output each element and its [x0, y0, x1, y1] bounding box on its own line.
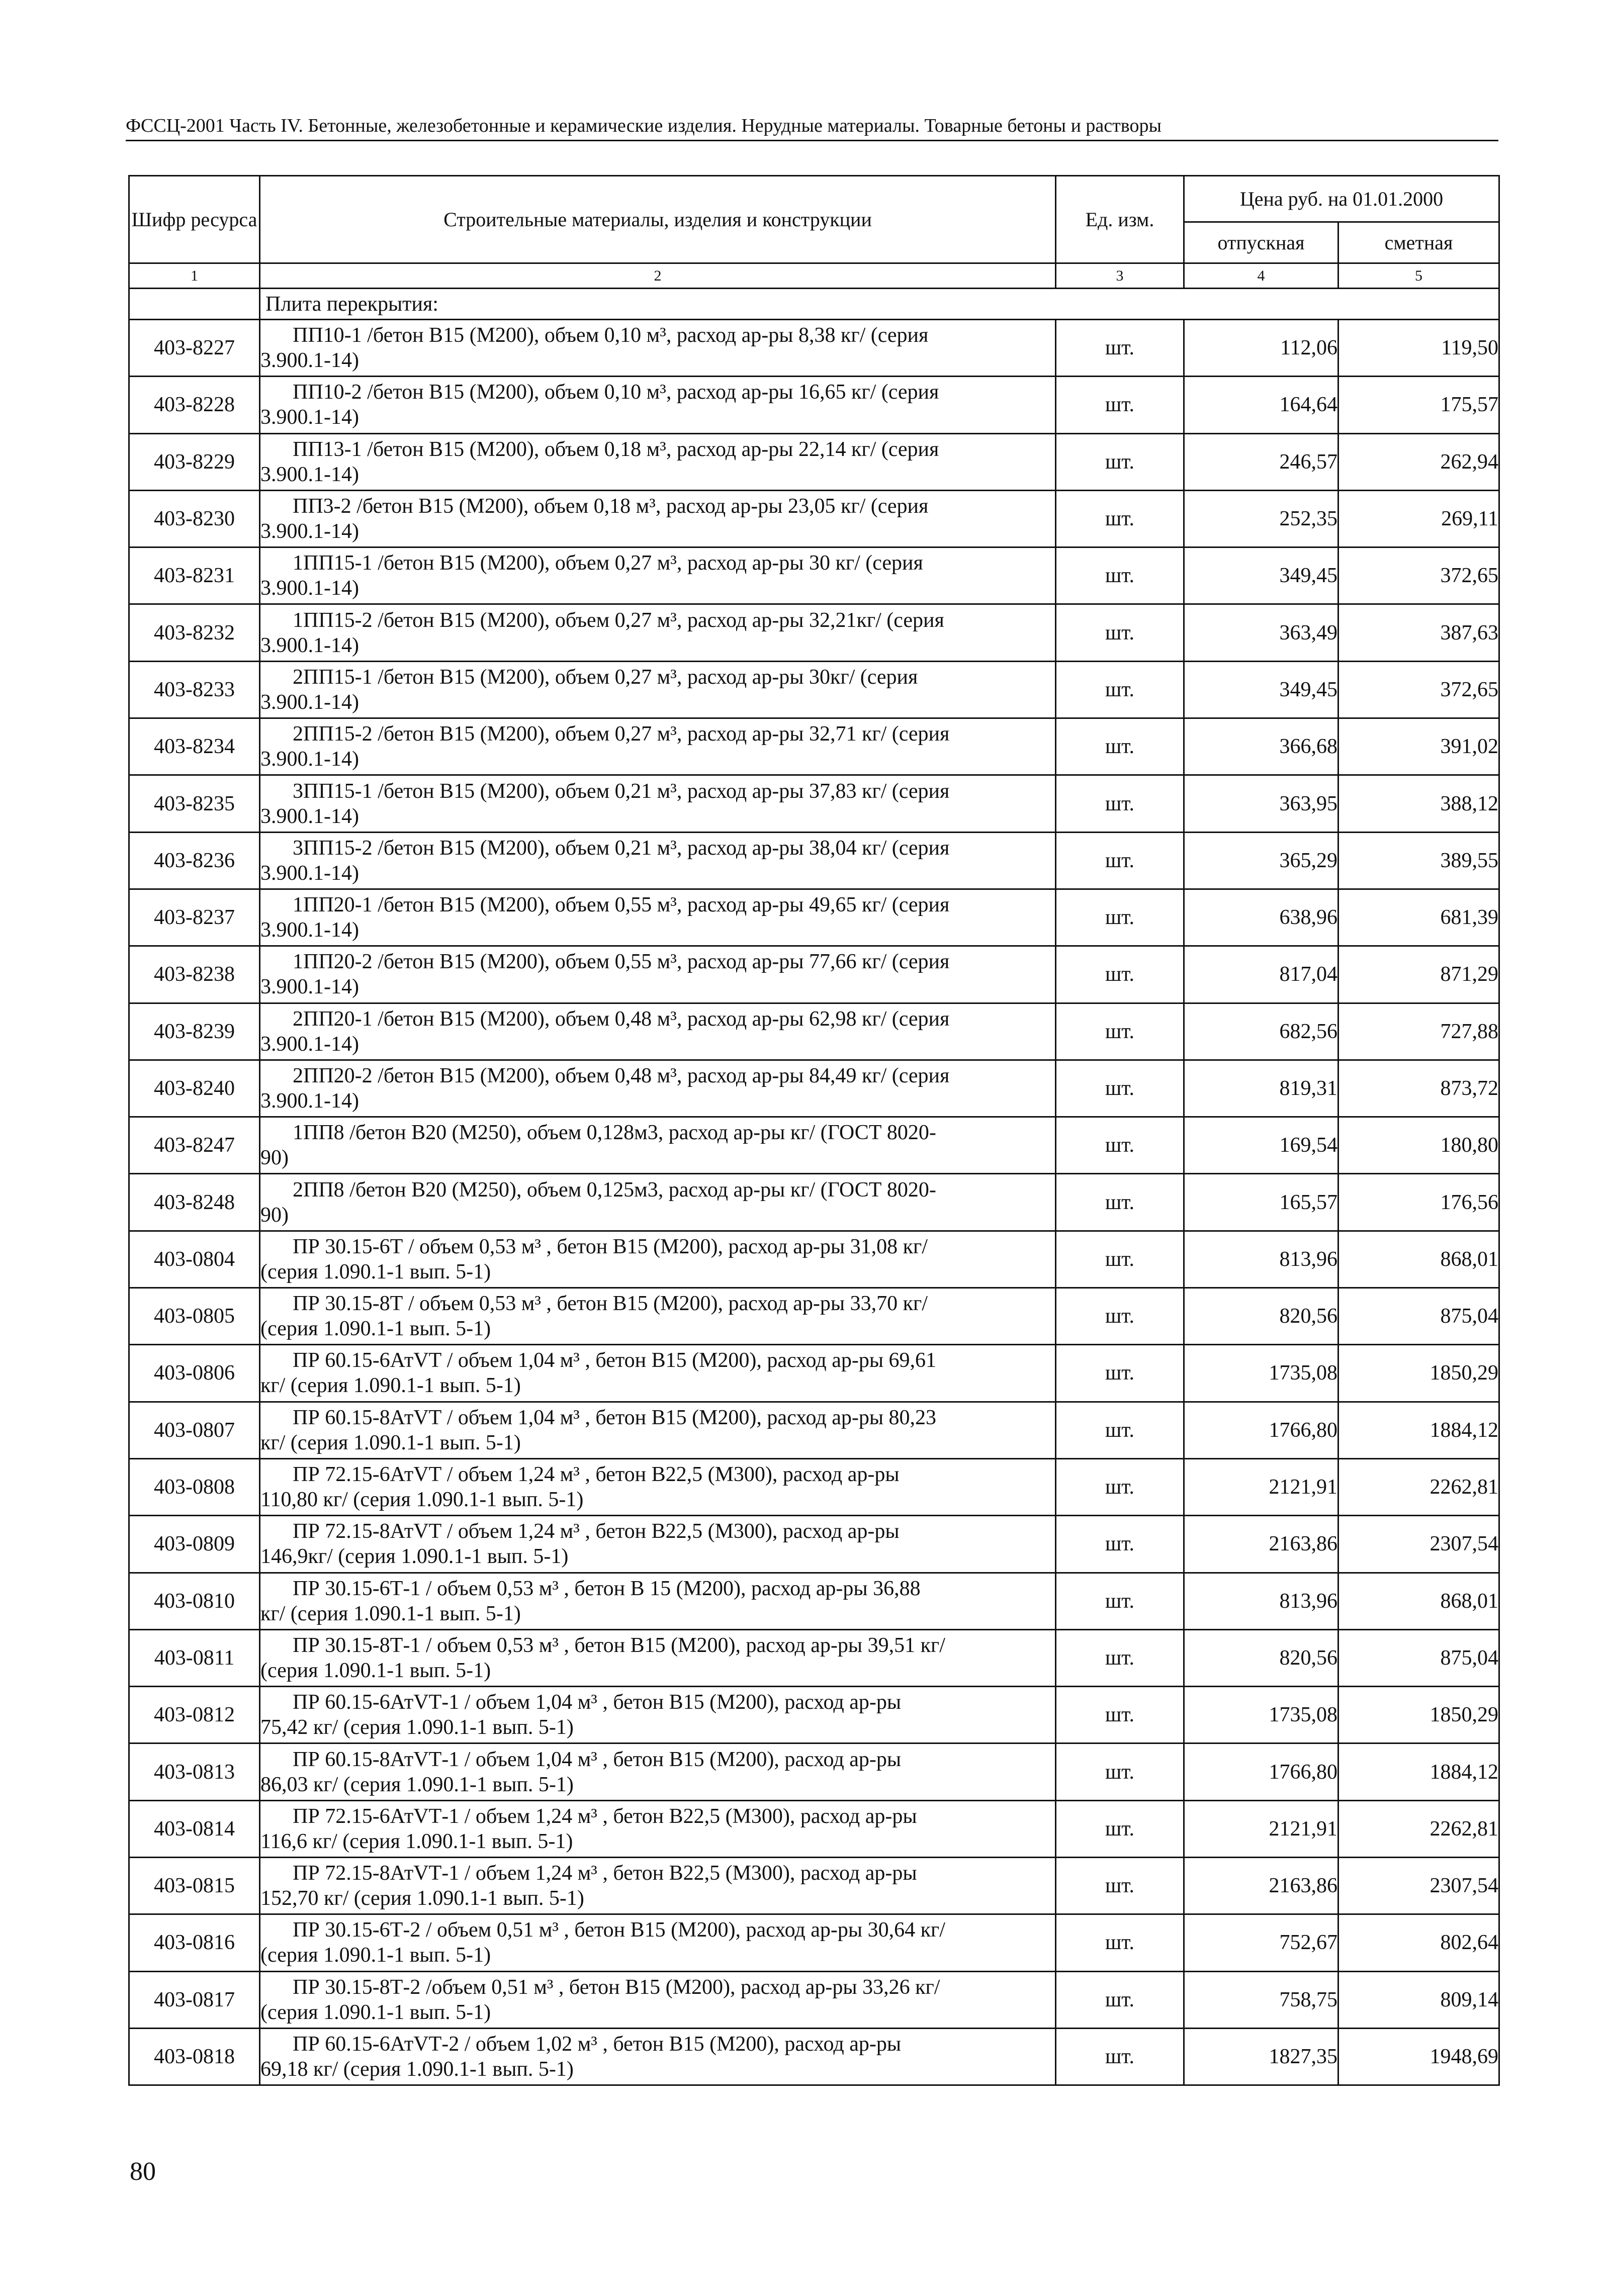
unit: шт.	[1056, 1858, 1184, 1914]
material-description	[260, 1231, 1056, 1288]
description-line-2: 3.900.1-14)	[260, 804, 359, 828]
material-description	[260, 547, 1056, 604]
material-description	[260, 1629, 1056, 1686]
description-line-2: 3.900.1-14)	[260, 1032, 359, 1056]
price-release: 2163,86	[1184, 1516, 1338, 1573]
resource-code: 403-0816	[129, 1914, 260, 1971]
unit: шт.	[1056, 1174, 1184, 1231]
table-row	[129, 433, 1499, 490]
price-estimate: 387,63	[1338, 604, 1499, 661]
description-line-2: 90)	[260, 1203, 289, 1227]
description-line-1: 1ПП15-1 /бетон В15 (М200), объем 0,27 м³, расход ар-ры 30 кг/ (серия	[293, 552, 923, 575]
material-description	[260, 1516, 1056, 1573]
column-number: 2	[260, 263, 1056, 289]
price-estimate: 262,94	[1338, 433, 1499, 490]
description-line-1: ПП10-1 /бетон В15 (М200), объем 0,10 м³, расход ар-ры 8,38 кг/ (серия	[293, 324, 929, 347]
description-line-2: 69,18 кг/ (серия 1.090.1-1 вып. 5-1)	[260, 2058, 574, 2081]
table-row	[129, 1345, 1499, 1402]
resource-code: 403-8231	[129, 547, 260, 604]
price-estimate: 871,29	[1338, 946, 1499, 1003]
description-line-1: ПР 60.15-6АтVТ-1 / объем 1,04 м³ , бетон В15 (М200), расход ар-ры	[293, 1691, 902, 1714]
unit: шт.	[1056, 1971, 1184, 2028]
material-description	[260, 1060, 1056, 1117]
resource-code: 403-0806	[129, 1345, 260, 1402]
description-line-2: кг/ (серия 1.090.1-1 вып. 5-1)	[260, 1602, 521, 1625]
description-line-2: 3.900.1-14)	[260, 349, 359, 373]
price-estimate: 1884,12	[1338, 1402, 1499, 1458]
price-estimate: 388,12	[1338, 775, 1499, 832]
group-spacer	[129, 289, 260, 320]
unit: шт.	[1056, 547, 1184, 604]
table-row	[129, 1174, 1499, 1231]
resource-code: 403-0813	[129, 1743, 260, 1800]
description-line-2: кг/ (серия 1.090.1-1 вып. 5-1)	[260, 1374, 521, 1398]
unit: шт.	[1056, 889, 1184, 946]
table-row	[129, 604, 1499, 661]
price-estimate: 868,01	[1338, 1573, 1499, 1629]
resource-code: 403-8232	[129, 604, 260, 661]
resource-code: 403-8230	[129, 490, 260, 547]
table-row	[129, 1117, 1499, 1174]
group-row	[129, 289, 1499, 320]
resource-code: 403-0804	[129, 1231, 260, 1288]
price-estimate: 2262,81	[1338, 1458, 1499, 1515]
description-line-1: 2ПП8 /бетон В20 (М250), объем 0,125м3, расход ар-ры кг/ (ГОСТ 8020-	[293, 1178, 936, 1202]
material-description	[260, 604, 1056, 661]
description-line-2: 3.900.1-14)	[260, 463, 359, 486]
description-line-1: ПР 60.15-8АтVТ-1 / объем 1,04 м³ , бетон В15 (М200), расход ар-ры	[293, 1748, 902, 1771]
price-estimate: 2307,54	[1338, 1516, 1499, 1573]
table-row	[129, 1003, 1499, 1060]
description-line-2: 152,70 кг/ (серия 1.090.1-1 вып. 5-1)	[260, 1887, 584, 1910]
description-line-1: ПР 60.15-6АтVТ-2 / объем 1,02 м³ , бетон В15 (М200), расход ар-ры	[293, 2033, 902, 2056]
table-row	[129, 490, 1499, 547]
description-line-1: 1ПП8 /бетон В20 (М250), объем 0,128м3, расход ар-ры кг/ (ГОСТ 8020-	[293, 1121, 936, 1145]
price-release: 365,29	[1184, 832, 1338, 889]
price-release: 752,67	[1184, 1914, 1338, 1971]
table-row	[129, 661, 1499, 718]
price-release: 758,75	[1184, 1971, 1338, 2028]
unit: шт.	[1056, 832, 1184, 889]
price-release: 638,96	[1184, 889, 1338, 946]
price-estimate: 391,02	[1338, 718, 1499, 775]
price-estimate: 372,65	[1338, 547, 1499, 604]
resource-code: 403-8238	[129, 946, 260, 1003]
price-release: 366,68	[1184, 718, 1338, 775]
price-release: 2163,86	[1184, 1858, 1338, 1914]
material-description	[260, 1117, 1056, 1174]
unit: шт.	[1056, 718, 1184, 775]
description-line-2: 3.900.1-14)	[260, 1089, 359, 1113]
price-release: 817,04	[1184, 946, 1338, 1003]
resource-code: 403-8229	[129, 433, 260, 490]
price-estimate: 727,88	[1338, 1003, 1499, 1060]
resource-code: 403-0807	[129, 1402, 260, 1458]
table-row	[129, 1458, 1499, 1515]
price-estimate: 389,55	[1338, 832, 1499, 889]
description-line-2: 116,6 кг/ (серия 1.090.1-1 вып. 5-1)	[260, 1829, 573, 1853]
header-price-group: Цена руб. на 01.01.2000	[1184, 176, 1499, 222]
table-row	[129, 775, 1499, 832]
resource-code: 403-8236	[129, 832, 260, 889]
price-release: 1827,35	[1184, 2028, 1338, 2085]
material-description	[260, 1573, 1056, 1629]
price-estimate: 875,04	[1338, 1288, 1499, 1345]
price-table	[128, 175, 1500, 2086]
price-release: 164,64	[1184, 377, 1338, 433]
price-release: 819,31	[1184, 1060, 1338, 1117]
unit: шт.	[1056, 1060, 1184, 1117]
resource-code: 403-8233	[129, 661, 260, 718]
description-line-1: ПР 72.15-6АтVТ / объем 1,24 м³ , бетон В22,5 (М300), расход ар-ры	[293, 1463, 900, 1487]
price-estimate: 1850,29	[1338, 1345, 1499, 1402]
header-unit: Ед. изм.	[1056, 176, 1184, 263]
price-release: 820,56	[1184, 1288, 1338, 1345]
unit: шт.	[1056, 377, 1184, 433]
resource-code: 403-8237	[129, 889, 260, 946]
description-line-1: ПР 30.15-6Т-1 / объем 0,53 м³ , бетон В 15 (М200), расход ар-ры 36,88	[293, 1577, 921, 1600]
description-line-2: 110,80 кг/ (серия 1.090.1-1 вып. 5-1)	[260, 1488, 584, 1512]
price-estimate: 1884,12	[1338, 1743, 1499, 1800]
description-line-1: ПП13-1 /бетон В15 (М200), объем 0,18 м³, расход ар-ры 22,14 кг/ (серия	[293, 437, 939, 461]
price-estimate: 868,01	[1338, 1231, 1499, 1288]
price-estimate: 372,65	[1338, 661, 1499, 718]
price-release: 169,54	[1184, 1117, 1338, 1174]
description-line-2: 90)	[260, 1146, 289, 1170]
price-release: 252,35	[1184, 490, 1338, 547]
table-row	[129, 1060, 1499, 1117]
header-price-estimate: сметная	[1338, 222, 1499, 263]
description-line-2: (серия 1.090.1-1 вып. 5-1)	[260, 1659, 491, 1682]
material-description	[260, 889, 1056, 946]
column-number: 1	[129, 263, 260, 289]
material-description	[260, 1288, 1056, 1345]
material-description	[260, 1743, 1056, 1800]
unit: шт.	[1056, 604, 1184, 661]
table-row	[129, 1231, 1499, 1288]
description-line-2: 3.900.1-14)	[260, 520, 359, 543]
description-line-1: ПР 30.15-6Т-2 / объем 0,51 м³ , бетон В15 (М200), расход ар-ры 30,64 кг/	[293, 1918, 945, 1942]
resource-code: 403-0811	[129, 1629, 260, 1686]
description-line-1: 3ПП15-1 /бетон В15 (М200), объем 0,21 м³, расход ар-ры 37,83 кг/ (серия	[293, 779, 950, 803]
price-estimate: 2262,81	[1338, 1800, 1499, 1857]
table-row	[129, 1629, 1499, 1686]
resource-code: 403-8228	[129, 377, 260, 433]
description-line-2: 3.900.1-14)	[260, 406, 359, 429]
price-release: 2121,91	[1184, 1800, 1338, 1857]
header-code: Шифр ресурса	[129, 176, 260, 263]
price-estimate: 175,57	[1338, 377, 1499, 433]
unit: шт.	[1056, 1288, 1184, 1345]
description-line-2: (серия 1.090.1-1 вып. 5-1)	[260, 2000, 491, 2024]
unit: шт.	[1056, 1687, 1184, 1743]
material-description	[260, 1971, 1056, 2028]
resource-code: 403-8239	[129, 1003, 260, 1060]
unit: шт.	[1056, 433, 1184, 490]
unit: шт.	[1056, 1516, 1184, 1573]
unit: шт.	[1056, 1573, 1184, 1629]
resource-code: 403-0817	[129, 1971, 260, 2028]
unit: шт.	[1056, 1629, 1184, 1686]
column-number: 4	[1184, 263, 1338, 289]
page-number: 80	[130, 2157, 156, 2186]
resource-code: 403-8240	[129, 1060, 260, 1117]
material-description	[260, 1914, 1056, 1971]
resource-code: 403-8234	[129, 718, 260, 775]
price-release: 682,56	[1184, 1003, 1338, 1060]
table-row	[129, 1743, 1499, 1800]
description-line-1: ПР 60.15-8АтVТ / объем 1,04 м³ , бетон В15 (М200), расход ар-ры 80,23	[293, 1406, 937, 1429]
price-release: 349,45	[1184, 547, 1338, 604]
description-line-2: (серия 1.090.1-1 вып. 5-1)	[260, 1944, 491, 1967]
description-line-1: 2ПП15-2 /бетон В15 (М200), объем 0,27 м³, расход ар-ры 32,71 кг/ (серия	[293, 722, 950, 746]
material-description	[260, 1800, 1056, 1857]
description-line-1: ПП10-2 /бетон В15 (М200), объем 0,10 м³, расход ар-ры 16,65 кг/ (серия	[293, 381, 939, 404]
price-release: 813,96	[1184, 1573, 1338, 1629]
table-row	[129, 718, 1499, 775]
price-estimate: 875,04	[1338, 1629, 1499, 1686]
price-release: 363,49	[1184, 604, 1338, 661]
price-release: 165,57	[1184, 1174, 1338, 1231]
unit: шт.	[1056, 1003, 1184, 1060]
resource-code: 403-0812	[129, 1687, 260, 1743]
material-description	[260, 775, 1056, 832]
resource-code: 403-8235	[129, 775, 260, 832]
table-row	[129, 320, 1499, 377]
unit: шт.	[1056, 1743, 1184, 1800]
resource-code: 403-0815	[129, 1858, 260, 1914]
description-line-1: ПР 72.15-6АтVТ-1 / объем 1,24 м³ , бетон В22,5 (М300), расход ар-ры	[293, 1804, 917, 1828]
table-row	[129, 377, 1499, 433]
unit: шт.	[1056, 1345, 1184, 1402]
material-description	[260, 2028, 1056, 2085]
description-line-1: ПР 30.15-8Т / объем 0,53 м³ , бетон В15 (М200), расход ар-ры 33,70 кг/	[293, 1292, 928, 1316]
price-estimate: 2307,54	[1338, 1858, 1499, 1914]
table-row	[129, 1971, 1499, 2028]
price-estimate: 681,39	[1338, 889, 1499, 946]
header-material: Строительные материалы, изделия и конструкции	[260, 176, 1056, 263]
description-line-2: 3.900.1-14)	[260, 861, 359, 885]
price-release: 246,57	[1184, 433, 1338, 490]
column-number: 3	[1056, 263, 1184, 289]
material-description	[260, 718, 1056, 775]
material-description	[260, 377, 1056, 433]
header-price-release: отпускная	[1184, 222, 1338, 263]
price-release: 813,96	[1184, 1231, 1338, 1288]
resource-code: 403-0809	[129, 1516, 260, 1573]
price-release: 1766,80	[1184, 1743, 1338, 1800]
column-number: 5	[1338, 263, 1499, 289]
description-line-1: ПР 30.15-8Т-2 /объем 0,51 м³ , бетон В15 (М200), расход ар-ры 33,26 кг/	[293, 1975, 940, 1999]
table-row	[129, 1288, 1499, 1345]
unit: шт.	[1056, 2028, 1184, 2085]
price-estimate: 809,14	[1338, 1971, 1499, 2028]
material-description	[260, 1687, 1056, 1743]
unit: шт.	[1056, 946, 1184, 1003]
description-line-1: 2ПП20-2 /бетон В15 (М200), объем 0,48 м³, расход ар-ры 84,49 кг/ (серия	[293, 1064, 950, 1087]
price-release: 349,45	[1184, 661, 1338, 718]
table-row	[129, 547, 1499, 604]
resource-code: 403-8227	[129, 320, 260, 377]
group-title: Плита перекрытия:	[260, 289, 1499, 320]
column-number-row	[129, 263, 1499, 289]
price-estimate: 269,11	[1338, 490, 1499, 547]
resource-code: 403-0814	[129, 1800, 260, 1857]
price-release: 1735,08	[1184, 1345, 1338, 1402]
description-line-1: 1ПП15-2 /бетон В15 (М200), объем 0,27 м³, расход ар-ры 32,21кг/ (серия	[293, 608, 944, 632]
material-description	[260, 433, 1056, 490]
table-row	[129, 1402, 1499, 1458]
unit: шт.	[1056, 1914, 1184, 1971]
description-line-1: 2ПП15-1 /бетон В15 (М200), объем 0,27 м³, расход ар-ры 30кг/ (серия	[293, 665, 918, 689]
description-line-2: 3.900.1-14)	[260, 633, 359, 657]
resource-code: 403-0808	[129, 1458, 260, 1515]
material-description	[260, 1458, 1056, 1515]
description-line-1: ПР 72.15-8АтVТ-1 / объем 1,24 м³ , бетон В22,5 (М300), расход ар-ры	[293, 1862, 917, 1885]
unit: шт.	[1056, 775, 1184, 832]
price-release: 363,95	[1184, 775, 1338, 832]
material-description	[260, 1345, 1056, 1402]
table-row	[129, 1800, 1499, 1857]
price-release: 1766,80	[1184, 1402, 1338, 1458]
description-line-2: 3.900.1-14)	[260, 919, 359, 942]
unit: шт.	[1056, 1117, 1184, 1174]
table-row	[129, 1516, 1499, 1573]
description-line-2: 3.900.1-14)	[260, 975, 359, 999]
unit: шт.	[1056, 1458, 1184, 1515]
table-row	[129, 889, 1499, 946]
description-line-2: 3.900.1-14)	[260, 690, 359, 714]
unit: шт.	[1056, 1231, 1184, 1288]
unit: шт.	[1056, 1402, 1184, 1458]
description-line-1: ПР 30.15-6Т / объем 0,53 м³ , бетон В15 (М200), расход ар-ры 31,08 кг/	[293, 1235, 928, 1258]
description-line-2: (серия 1.090.1-1 вып. 5-1)	[260, 1317, 491, 1341]
description-line-1: ПР 30.15-8Т-1 / объем 0,53 м³ , бетон В15 (М200), расход ар-ры 39,51 кг/	[293, 1633, 945, 1657]
table-row	[129, 1914, 1499, 1971]
price-estimate: 1850,29	[1338, 1687, 1499, 1743]
material-description	[260, 946, 1056, 1003]
material-description	[260, 1174, 1056, 1231]
table-row	[129, 1858, 1499, 1914]
description-line-2: (серия 1.090.1-1 вып. 5-1)	[260, 1260, 491, 1283]
material-description	[260, 661, 1056, 718]
unit: шт.	[1056, 1800, 1184, 1857]
description-line-2: 3.900.1-14)	[260, 577, 359, 600]
description-line-1: 1ПП20-2 /бетон В15 (М200), объем 0,55 м³, расход ар-ры 77,66 кг/ (серия	[293, 950, 950, 974]
description-line-1: ПР 72.15-8АтVТ / объем 1,24 м³ , бетон В22,5 (М300), расход ар-ры	[293, 1520, 900, 1543]
unit: шт.	[1056, 490, 1184, 547]
table-row	[129, 1573, 1499, 1629]
table-row	[129, 1687, 1499, 1743]
resource-code: 403-8248	[129, 1174, 260, 1231]
price-release: 2121,91	[1184, 1458, 1338, 1515]
resource-code: 403-8247	[129, 1117, 260, 1174]
material-description	[260, 1858, 1056, 1914]
description-line-2: 75,42 кг/ (серия 1.090.1-1 вып. 5-1)	[260, 1716, 574, 1739]
price-release: 1735,08	[1184, 1687, 1338, 1743]
description-line-1: ПП3-2 /бетон В15 (М200), объем 0,18 м³, расход ар-ры 23,05 кг/ (серия	[293, 495, 929, 518]
price-release: 820,56	[1184, 1629, 1338, 1686]
price-estimate: 176,56	[1338, 1174, 1499, 1231]
unit: шт.	[1056, 661, 1184, 718]
table-row	[129, 946, 1499, 1003]
description-line-2: 86,03 кг/ (серия 1.090.1-1 вып. 5-1)	[260, 1773, 574, 1796]
material-description	[260, 1402, 1056, 1458]
resource-code: 403-0818	[129, 2028, 260, 2085]
description-line-2: кг/ (серия 1.090.1-1 вып. 5-1)	[260, 1431, 521, 1454]
page-header: ФССЦ-2001 Часть IV. Бетонные, железобетонные и керамические изделия. Нерудные материалы. Товарные бетоны и растворы	[126, 114, 1498, 141]
price-estimate: 802,64	[1338, 1914, 1499, 1971]
resource-code: 403-0810	[129, 1573, 260, 1629]
material-description	[260, 490, 1056, 547]
table-row	[129, 2028, 1499, 2085]
table-row	[129, 832, 1499, 889]
material-description	[260, 832, 1056, 889]
description-line-1: 1ПП20-1 /бетон В15 (М200), объем 0,55 м³, расход ар-ры 49,65 кг/ (серия	[293, 893, 950, 917]
material-description	[260, 1003, 1056, 1060]
description-line-1: 3ПП15-2 /бетон В15 (М200), объем 0,21 м³, расход ар-ры 38,04 кг/ (серия	[293, 836, 950, 860]
description-line-2: 146,9кг/ (серия 1.090.1-1 вып. 5-1)	[260, 1545, 569, 1569]
description-line-1: ПР 60.15-6АтVТ / объем 1,04 м³ , бетон В15 (М200), расход ар-ры 69,61	[293, 1349, 937, 1372]
description-line-2: 3.900.1-14)	[260, 748, 359, 771]
description-line-1: 2ПП20-1 /бетон В15 (М200), объем 0,48 м³, расход ар-ры 62,98 кг/ (серия	[293, 1007, 950, 1031]
price-estimate: 873,72	[1338, 1060, 1499, 1117]
price-release: 112,06	[1184, 320, 1338, 377]
resource-code: 403-0805	[129, 1288, 260, 1345]
price-estimate: 180,80	[1338, 1117, 1499, 1174]
unit: шт.	[1056, 320, 1184, 377]
price-estimate: 1948,69	[1338, 2028, 1499, 2085]
material-description	[260, 320, 1056, 377]
price-estimate: 119,50	[1338, 320, 1499, 377]
